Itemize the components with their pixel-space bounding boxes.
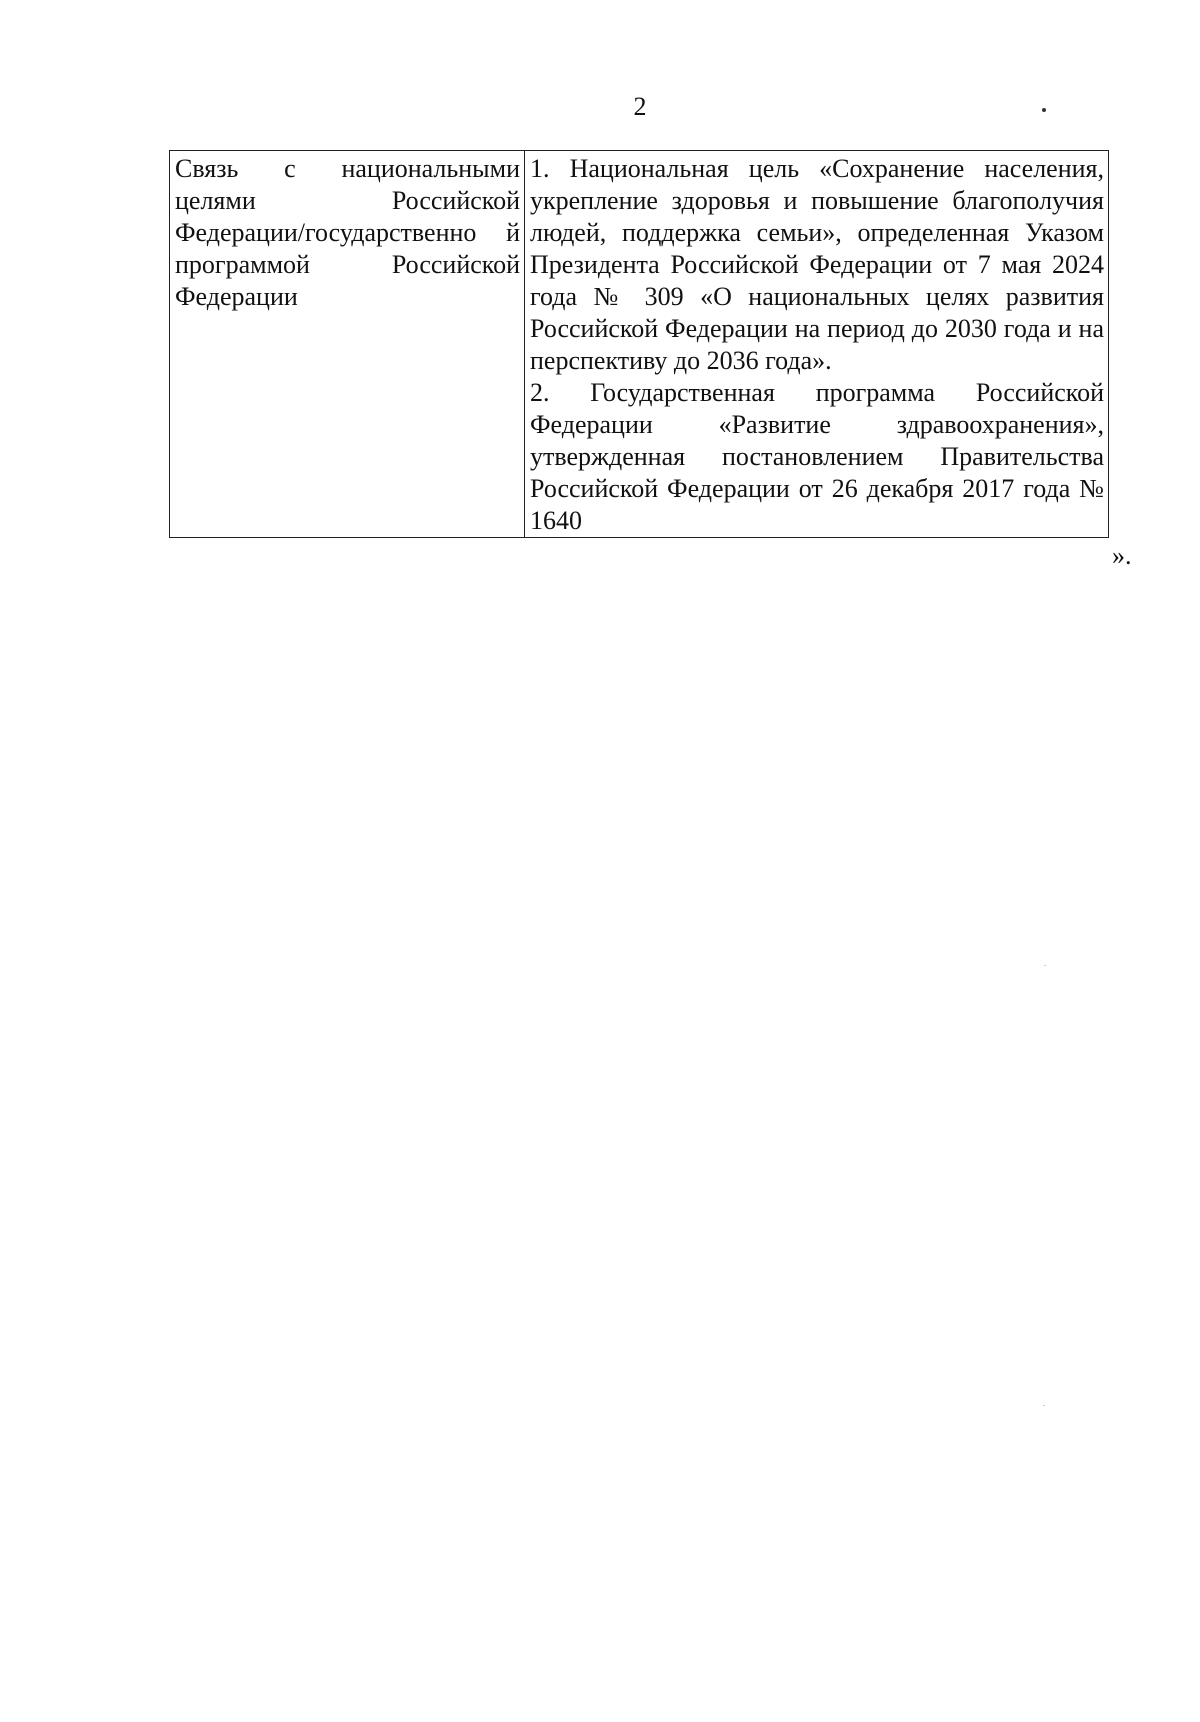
state-program-paragraph: 2. Государственная программа Российской Федерации «Развитие здравоохранения», утвержденная постановлением Правительства Российской Федерации от 26 декабря 2017 года № 1640 xyxy=(530,378,1104,535)
table-row xyxy=(170,151,1109,538)
goals-table xyxy=(169,150,1109,538)
scan-speck xyxy=(1044,965,1046,966)
right-cell xyxy=(525,151,1109,538)
left-cell: Связь с национальными целями Российской Федерации/государственно й программой Российской Федерации xyxy=(170,151,525,538)
scan-speck xyxy=(1042,108,1046,112)
closing-quote: ». xyxy=(1112,541,1132,570)
national-goal-paragraph: 1. Национальная цель «Сохранение населения, укрепление здоровья и повышение благополучия людей, поддержка семьи», определенная Указом Президента Российской Федерации от 7 мая 2024 года № 309 «О национальных целях развития Российской Федерации на период до 2030 года и на перспективу до 2036 года». xyxy=(530,154,1104,375)
scan-speck xyxy=(1043,1405,1045,1406)
page-number: 2 xyxy=(633,92,647,121)
